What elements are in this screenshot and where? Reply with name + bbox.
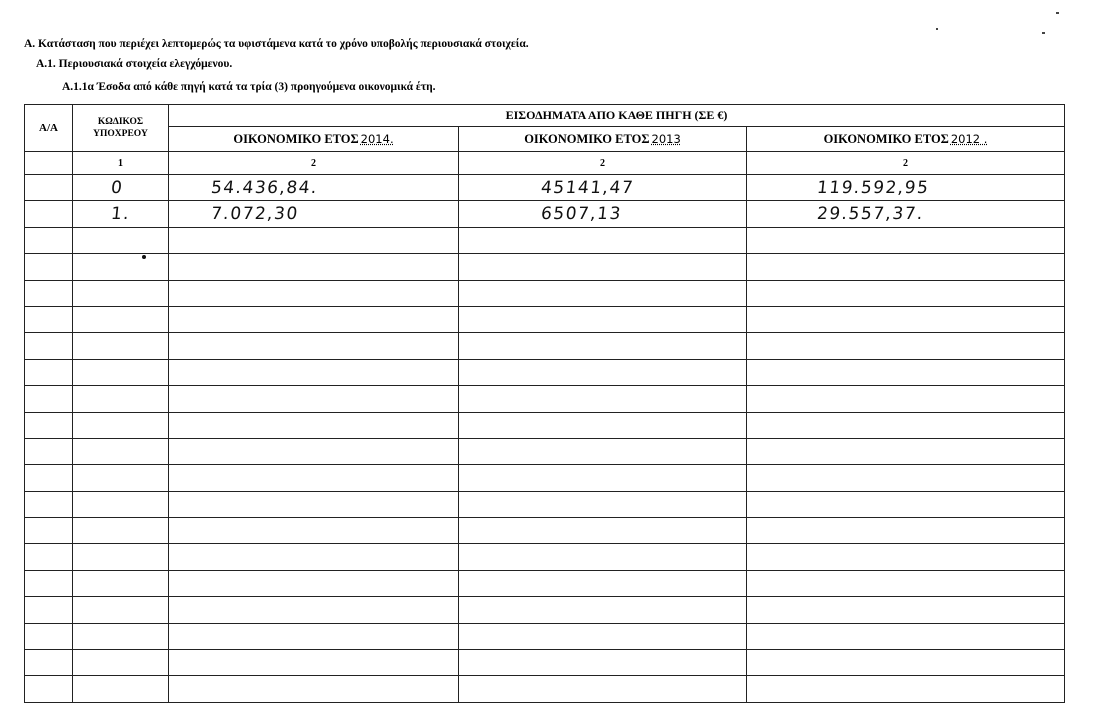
income-cell-2013 <box>459 597 747 623</box>
income-cell-2012 <box>747 597 1065 623</box>
income-cell-2013 <box>459 544 747 570</box>
code-cell <box>73 175 169 201</box>
income-cell-2012 <box>747 544 1065 570</box>
handwritten-value: 0 <box>109 177 125 198</box>
income-cell-2014 <box>169 676 459 702</box>
code-cell <box>73 676 169 702</box>
year-value: 2012 . <box>950 131 988 146</box>
aa-header: Α/Α <box>25 105 73 152</box>
table-row <box>25 465 1065 491</box>
income-cell-2012 <box>747 201 1065 227</box>
year-label: ΟΙΚΟΝΟΜΙΚΟ ΕΤΟΣ <box>524 131 650 146</box>
income-cell-2013 <box>459 570 747 596</box>
table-row <box>25 518 1065 544</box>
index-cell: 2 <box>169 152 459 175</box>
income-cell-2014 <box>169 175 459 201</box>
table-row <box>25 306 1065 332</box>
income-cell-2014 <box>169 544 459 570</box>
table-row <box>25 438 1065 464</box>
income-cell-2012 <box>747 491 1065 517</box>
income-cell-2014 <box>169 227 459 253</box>
aa-cell <box>25 412 73 438</box>
income-cell-2012 <box>747 254 1065 280</box>
income-cell-2013 <box>459 280 747 306</box>
income-cell-2013 <box>459 201 747 227</box>
income-cell-2014 <box>169 280 459 306</box>
table-row <box>25 280 1065 306</box>
income-cell-2012 <box>747 333 1065 359</box>
income-cell-2013 <box>459 386 747 412</box>
handwritten-value: 45141,47 <box>539 177 636 198</box>
handwritten-value: 7.072,30 <box>209 204 300 225</box>
code-cell <box>73 412 169 438</box>
code-cell <box>73 465 169 491</box>
income-cell-2014 <box>169 623 459 649</box>
code-cell <box>73 491 169 517</box>
handwritten-value: 119.592,95 <box>815 177 931 198</box>
table-row <box>25 175 1065 201</box>
aa-cell <box>25 597 73 623</box>
handwritten-value: 1. <box>109 204 132 225</box>
income-cell-2013 <box>459 306 747 332</box>
income-cell-2014 <box>169 650 459 676</box>
code-cell <box>73 359 169 385</box>
income-cell-2013 <box>459 175 747 201</box>
income-cell-2014 <box>169 254 459 280</box>
income-cell-2012 <box>747 227 1065 253</box>
income-cell-2013 <box>459 438 747 464</box>
index-cell: 2 <box>747 152 1065 175</box>
year-value: 2013 <box>651 131 681 146</box>
ink-dot <box>142 255 146 259</box>
income-cell-2012 <box>747 280 1065 306</box>
table-row <box>25 254 1065 280</box>
income-cell-2014 <box>169 333 459 359</box>
code-cell <box>73 438 169 464</box>
code-header: ΚΩΔΙΚΟΣ ΥΠΟΧΡΕΟΥ <box>73 105 169 152</box>
income-cell-2012 <box>747 465 1065 491</box>
income-cell-2012 <box>747 359 1065 385</box>
aa-cell <box>25 254 73 280</box>
aa-cell <box>25 201 73 227</box>
aa-cell <box>25 491 73 517</box>
income-cell-2013 <box>459 623 747 649</box>
income-cell-2013 <box>459 676 747 702</box>
aa-cell <box>25 570 73 596</box>
income-cell-2012 <box>747 518 1065 544</box>
year-header-2013 <box>459 127 747 152</box>
code-cell <box>73 306 169 332</box>
handwritten-value: 6507,13 <box>539 204 623 225</box>
table-row <box>25 544 1065 570</box>
table-row <box>25 650 1065 676</box>
aa-cell <box>25 280 73 306</box>
scan-speck <box>1056 12 1059 14</box>
income-cell-2012 <box>747 412 1065 438</box>
code-cell <box>73 570 169 596</box>
aa-cell <box>25 650 73 676</box>
index-cell <box>25 152 73 175</box>
handwritten-value: 29.557,37. <box>815 204 925 225</box>
year-header-2012 <box>747 127 1065 152</box>
income-cell-2012 <box>747 623 1065 649</box>
income-cell-2014 <box>169 570 459 596</box>
scan-speck <box>936 28 938 30</box>
aa-cell <box>25 386 73 412</box>
subsubsection-heading: Α.1.1α Έσοδα από κάθε πηγή κατά τα τρία (3) προηγούμενα οικονομικά έτη. <box>62 81 436 93</box>
code-cell <box>73 254 169 280</box>
code-cell <box>73 280 169 306</box>
aa-cell <box>25 544 73 570</box>
income-cell-2013 <box>459 491 747 517</box>
income-cell-2013 <box>459 333 747 359</box>
subsection-heading: Α.1. Περιουσιακά στοιχεία ελεγχόμενου. <box>36 58 233 70</box>
income-cell-2013 <box>459 254 747 280</box>
aa-cell <box>25 175 73 201</box>
aa-cell <box>25 623 73 649</box>
code-cell <box>73 518 169 544</box>
year-label: ΟΙΚΟΝΟΜΙΚΟ ΕΤΟΣ <box>823 131 949 146</box>
code-cell <box>73 597 169 623</box>
code-cell <box>73 544 169 570</box>
table-row <box>25 412 1065 438</box>
income-table <box>24 104 1065 703</box>
code-cell <box>73 333 169 359</box>
code-cell <box>73 650 169 676</box>
aa-cell <box>25 465 73 491</box>
code-cell <box>73 386 169 412</box>
aa-cell <box>25 438 73 464</box>
year-header-2014 <box>169 127 459 152</box>
income-cell-2014 <box>169 306 459 332</box>
index-cell: 2 <box>459 152 747 175</box>
income-cell-2012 <box>747 676 1065 702</box>
income-cell-2014 <box>169 465 459 491</box>
table-row <box>25 227 1065 253</box>
aa-cell <box>25 359 73 385</box>
aa-cell <box>25 676 73 702</box>
income-cell-2013 <box>459 650 747 676</box>
income-cell-2012 <box>747 570 1065 596</box>
handwritten-value: 54.436,84. <box>209 177 319 198</box>
code-cell <box>73 227 169 253</box>
income-cell-2014 <box>169 386 459 412</box>
income-cell-2013 <box>459 359 747 385</box>
income-cell-2014 <box>169 412 459 438</box>
code-cell <box>73 201 169 227</box>
scan-speck <box>1042 32 1045 34</box>
income-cell-2012 <box>747 438 1065 464</box>
income-cell-2014 <box>169 597 459 623</box>
code-cell <box>73 623 169 649</box>
index-cell: 1 <box>73 152 169 175</box>
income-cell-2012 <box>747 175 1065 201</box>
income-cell-2014 <box>169 359 459 385</box>
table-row <box>25 359 1065 385</box>
income-cell-2013 <box>459 518 747 544</box>
aa-cell <box>25 227 73 253</box>
income-cell-2014 <box>169 438 459 464</box>
section-heading: Α. Κατάσταση που περιέχει λεπτομερώς τα υφιστάμενα κατά το χρόνο υποβολής περιουσιακά στοιχεία. <box>24 38 529 50</box>
table-row <box>25 333 1065 359</box>
table-row <box>25 386 1065 412</box>
table-row <box>25 491 1065 517</box>
index-row <box>25 152 1065 175</box>
income-cell-2013 <box>459 412 747 438</box>
year-label: ΟΙΚΟΝΟΜΙΚΟ ΕΤΟΣ <box>233 131 359 146</box>
income-cell-2014 <box>169 518 459 544</box>
income-cell-2014 <box>169 491 459 517</box>
table-row <box>25 570 1065 596</box>
aa-cell <box>25 333 73 359</box>
income-cell-2014 <box>169 201 459 227</box>
income-cell-2012 <box>747 650 1065 676</box>
table-row <box>25 623 1065 649</box>
aa-cell <box>25 518 73 544</box>
table-row <box>25 201 1065 227</box>
table-row <box>25 597 1065 623</box>
income-cell-2013 <box>459 465 747 491</box>
income-cell-2012 <box>747 306 1065 332</box>
income-header: ΕΙΣΟΔΗΜΑΤΑ ΑΠΟ ΚΑΘΕ ΠΗΓΗ (ΣΕ €) <box>169 105 1065 127</box>
aa-cell <box>25 306 73 332</box>
table-row <box>25 676 1065 702</box>
income-cell-2013 <box>459 227 747 253</box>
year-value: 2014. <box>360 131 394 146</box>
income-cell-2012 <box>747 386 1065 412</box>
